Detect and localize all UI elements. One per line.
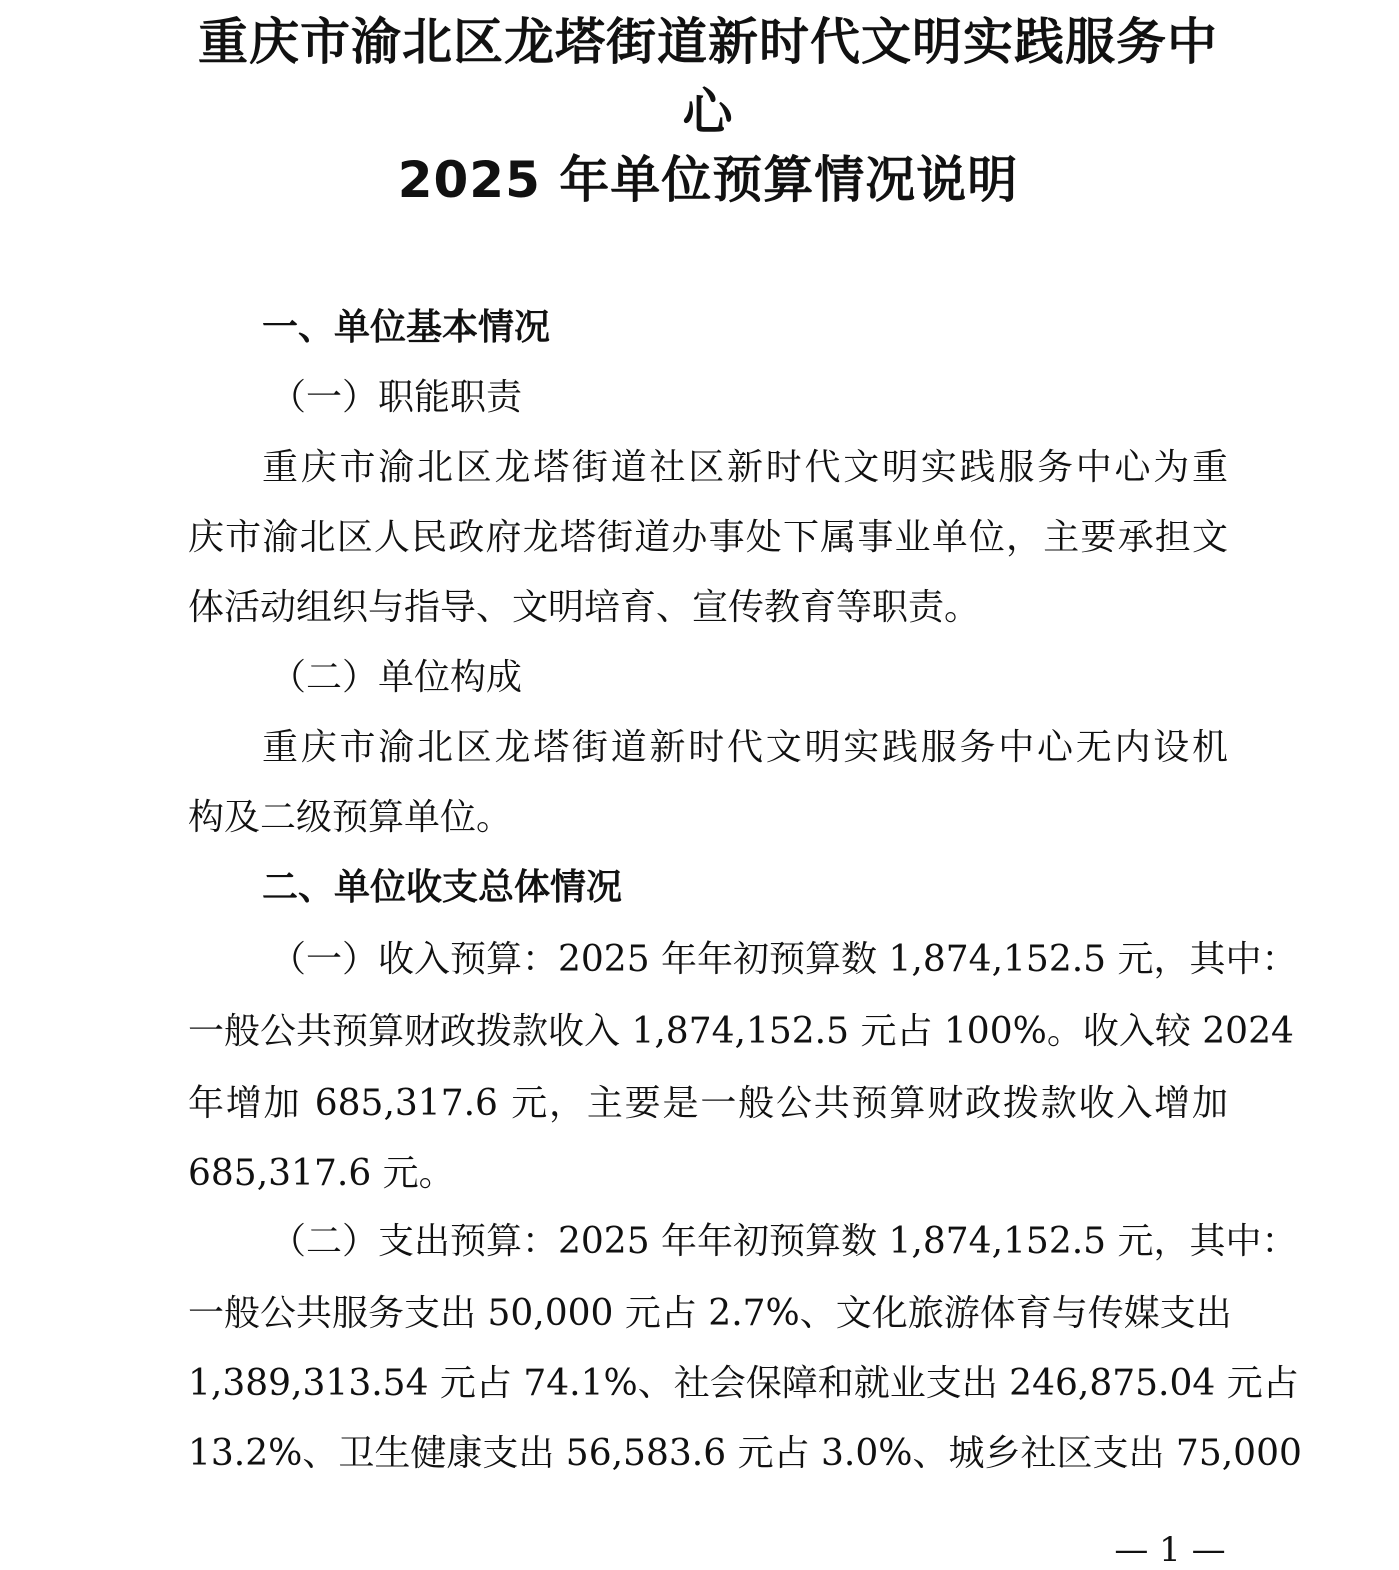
paragraph-line: 重庆市渝北区龙塔街道社区新时代文明实践服务中心为重	[262, 447, 1228, 488]
page-number: — 1 —	[1114, 1530, 1226, 1570]
income-line: 年增加 685,317.6 元，主要是一般公共预算财政拨款收入增加	[188, 1083, 1228, 1124]
doc-title-line-1: 重庆市渝北区龙塔街道新时代文明实践服务中	[198, 13, 1218, 71]
expense-line: （二）支出预算：2025 年年初预算数 1,874,152.5 元，其中：	[270, 1221, 1298, 1262]
income-line: 一般公共预算财政拨款收入 1,874,152.5 元占 100%。收入较 2024	[188, 1011, 1294, 1052]
income-line: 685,317.6 元。	[188, 1153, 455, 1194]
doc-title-line-3: 2025 年单位预算情况说明	[397, 151, 1019, 209]
section-1-sub-2-heading: （二）单位构成	[270, 657, 523, 698]
expense-line: 1,389,313.54 元占 74.1%、社会保障和就业支出 246,875.04 元占	[188, 1363, 1299, 1404]
section-1-heading: 一、单位基本情况	[262, 307, 551, 348]
doc-title-line-2: 心	[682, 83, 734, 141]
paragraph-line: 构及二级预算单位。	[188, 797, 513, 838]
paragraph-line: 庆市渝北区人民政府龙塔街道办事处下属事业单位，主要承担文	[188, 517, 1228, 558]
expense-line: 一般公共服务支出 50,000 元占 2.7%、文化旅游体育与传媒支出	[188, 1293, 1232, 1334]
paragraph-line: 体活动组织与指导、文明培育、宣传教育等职责。	[188, 587, 981, 628]
section-2-heading: 二、单位收支总体情况	[262, 867, 623, 908]
paragraph-line: 重庆市渝北区龙塔街道新时代文明实践服务中心无内设机	[262, 727, 1228, 768]
expense-line: 13.2%、卫生健康支出 56,583.6 元占 3.0%、城乡社区支出 75,000	[188, 1433, 1302, 1474]
income-line: （一）收入预算：2025 年年初预算数 1,874,152.5 元，其中：	[270, 939, 1298, 980]
section-1-sub-1-heading: （一）职能职责	[270, 377, 523, 418]
